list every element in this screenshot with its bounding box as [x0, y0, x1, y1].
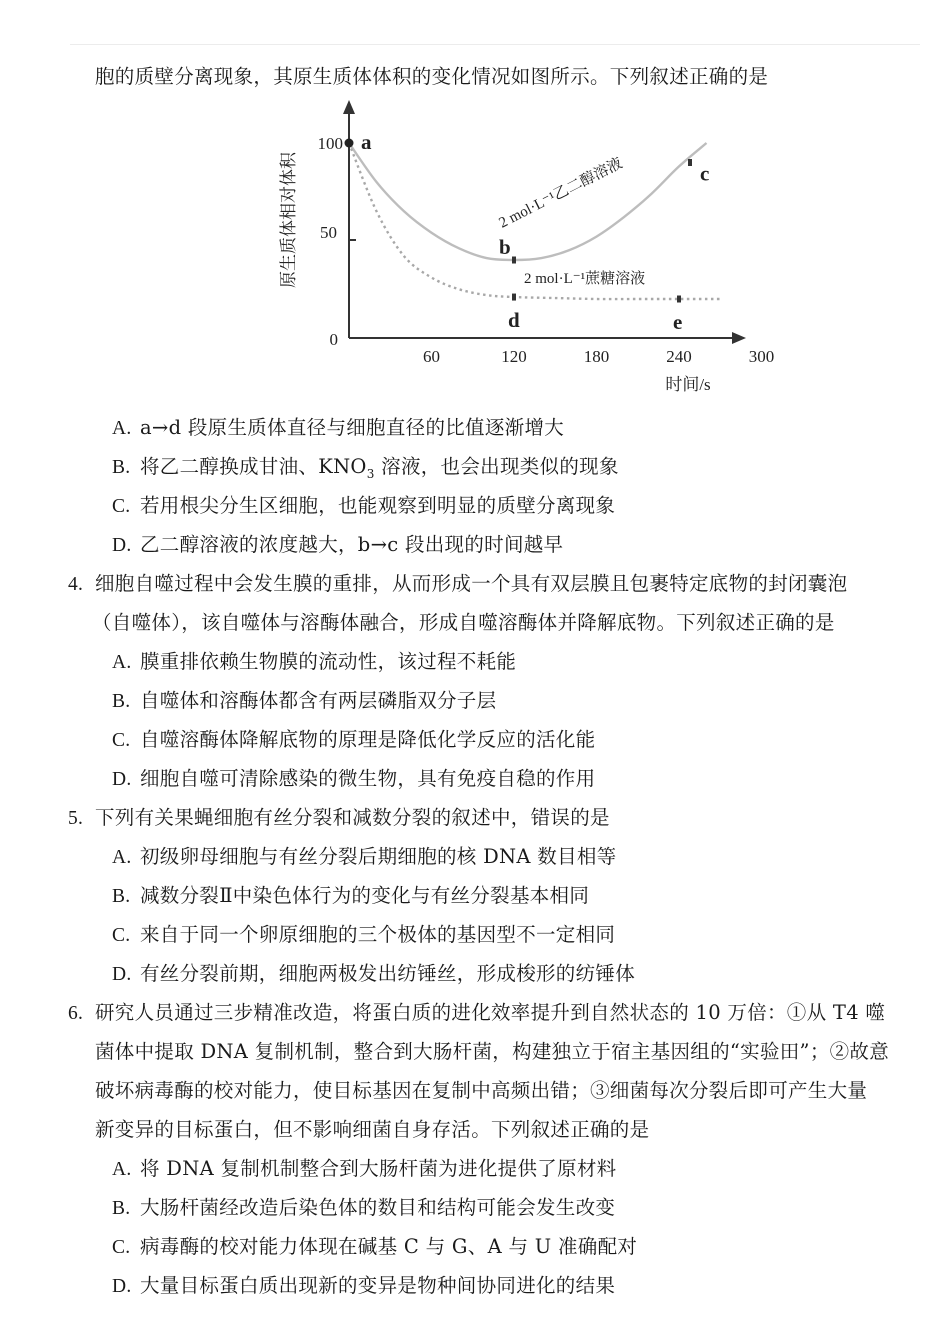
q5-option-d	[112, 961, 635, 988]
option-text: 病毒酶的校对能力体现在碱基 C 与 G、A 与 U 准确配对	[140, 1235, 638, 1258]
point-c-marker	[688, 159, 692, 166]
question-stem: 细胞自噬过程中会发生膜的重排，从而形成一个具有双层膜且包裹特定底物的封闭囊泡	[95, 572, 848, 595]
option-letter: D.	[112, 769, 132, 790]
x-tick-label-300: 300	[748, 347, 775, 366]
option-letter: A.	[112, 418, 132, 439]
option-letter: D.	[112, 964, 132, 985]
x-tick-label-60: 60	[423, 347, 440, 366]
sucrose-label: 2 mol·L⁻¹蔗糖溶液	[524, 271, 646, 287]
option-letter: C.	[112, 925, 131, 946]
question-number: 4.	[68, 574, 84, 595]
x-tick-label-240: 240	[666, 347, 692, 366]
option-text: 来自于同一个卵原细胞的三个极体的基因型不一定相同	[140, 923, 616, 946]
q6-stem-line-4: 新变异的目标蛋白，但不影响细菌自身存活。下列叙述正确的是	[95, 1118, 650, 1141]
q6-option-a	[112, 1156, 616, 1183]
q3-option-c	[112, 493, 615, 520]
point-label-e: e	[673, 310, 683, 334]
q3-option-b	[112, 454, 619, 481]
q6-stem-line-1	[68, 1000, 885, 1027]
point-a-marker	[345, 139, 354, 148]
option-letter: C.	[112, 1237, 131, 1258]
y-axis-title: 原生质体相对体积	[279, 152, 298, 288]
option-text: 大量目标蛋白质出现新的变异是物种间协同进化的结果	[140, 1274, 616, 1297]
option-letter: B.	[112, 1198, 131, 1219]
option-text: 有丝分裂前期，细胞两极发出纺锤丝，形成梭形的纺锤体	[140, 962, 636, 985]
point-label-d: d	[508, 308, 520, 333]
option-text: 自噬溶酶体降解底物的原理是降低化学反应的活化能	[140, 728, 596, 751]
curve-point-markers	[345, 130, 710, 334]
y-tick-label-100: 100	[317, 134, 343, 153]
q6-stem-line-2: 菌体中提取 DNA 复制机制，整合到大肠杆菌，构建独立于宿主基因组的“实验田”；②故意	[95, 1040, 890, 1063]
point-label-a: a	[361, 130, 372, 154]
x-axis-arrow	[732, 332, 746, 344]
question-3-intro: 胞的质壁分离现象，其原生质体体积的变化情况如图所示。下列叙述正确的是	[95, 65, 769, 88]
q5-option-a	[112, 844, 616, 871]
question-stem: 研究人员通过三步精准改造，将蛋白质的进化效率提升到自然状态的 10 万倍：①从 T4 噬	[95, 1001, 886, 1024]
q3-option-a	[112, 415, 564, 442]
q4-stem-line-1	[68, 571, 847, 598]
page-top-rule	[70, 44, 920, 45]
origin-label: 0	[329, 330, 338, 349]
option-text: 将乙二醇换成甘油、KNO	[140, 455, 367, 478]
option-text: 自噬体和溶酶体都含有两层磷脂双分子层	[140, 689, 497, 712]
option-text-continued: 溶液，也会出现类似的现象	[374, 455, 619, 478]
q6-option-d	[112, 1273, 615, 1300]
q5-option-b	[112, 883, 589, 910]
x-tick-label-180: 180	[583, 347, 610, 366]
option-letter: D.	[112, 535, 132, 556]
point-d-marker	[512, 294, 516, 301]
protoplast-volume-chart	[270, 100, 775, 400]
option-letter: C.	[112, 496, 131, 517]
q3-option-d	[112, 532, 563, 559]
option-text: 乙二醇溶液的浓度越大，b→c 段出现的时间越早	[140, 533, 564, 556]
option-text: 细胞自噬可清除感染的微生物，具有免疫自稳的作用	[140, 767, 596, 790]
q5-stem-line-1	[68, 805, 610, 832]
option-letter: A.	[112, 847, 132, 868]
q5-option-c	[112, 922, 615, 949]
x-tick-labels	[423, 347, 774, 366]
subscript: 3	[366, 466, 375, 481]
q4-stem-line-2: （自噬体），该自噬体与溶酶体融合，形成自噬溶酶体并降解底物。下列叙述正确的是	[92, 611, 835, 634]
y-tick-label-50: 50	[320, 223, 337, 242]
question-number: 6.	[68, 1003, 84, 1024]
q6-stem-line-3: 破坏病毒酶的校对能力，使目标基因在复制中高频出错；③细菌每次分裂后即可产生大量	[95, 1079, 868, 1102]
option-text: 膜重排依赖生物膜的流动性，该过程不耗能	[140, 650, 517, 673]
option-text: 初级卵母细胞与有丝分裂后期细胞的核 DNA 数目相等	[140, 845, 617, 868]
q6-option-b	[112, 1195, 615, 1222]
option-text: 若用根尖分生区细胞，也能观察到明显的质壁分离现象	[140, 494, 616, 517]
q4-option-b	[112, 688, 496, 715]
ethylene-glycol-label: 2 mol·L⁻¹乙二醇溶液	[496, 155, 626, 232]
option-letter: D.	[112, 1276, 132, 1297]
q4-option-d	[112, 766, 595, 793]
point-e-marker	[677, 296, 681, 303]
option-letter: A.	[112, 652, 132, 673]
q6-option-c	[112, 1234, 637, 1261]
y-axis-arrow	[343, 100, 355, 114]
point-label-c: c	[700, 161, 710, 186]
option-letter: B.	[112, 691, 131, 712]
point-b-marker	[512, 257, 516, 264]
option-letter: B.	[112, 886, 131, 907]
option-text: 减数分裂Ⅱ中染色体行为的变化与有丝分裂基本相同	[140, 884, 590, 907]
option-text: 大肠杆菌经改造后染色体的数目和结构可能会发生改变	[140, 1196, 616, 1219]
x-tick-label-120: 120	[501, 347, 527, 366]
point-label-b: b	[499, 235, 511, 259]
option-letter: B.	[112, 457, 131, 478]
q4-option-a	[112, 649, 516, 676]
option-letter: C.	[112, 730, 131, 751]
option-text: 将 DNA 复制机制整合到大肠杆菌为进化提供了原材料	[140, 1157, 617, 1180]
option-text: a→d 段原生质体直径与细胞直径的比值逐渐增大	[140, 416, 565, 439]
question-number: 5.	[68, 808, 84, 829]
option-letter: A.	[112, 1159, 132, 1180]
q4-option-c	[112, 727, 595, 754]
question-stem: 下列有关果蝇细胞有丝分裂和减数分裂的叙述中，错误的是	[95, 806, 610, 829]
x-axis-title: 时间/s	[665, 375, 711, 394]
